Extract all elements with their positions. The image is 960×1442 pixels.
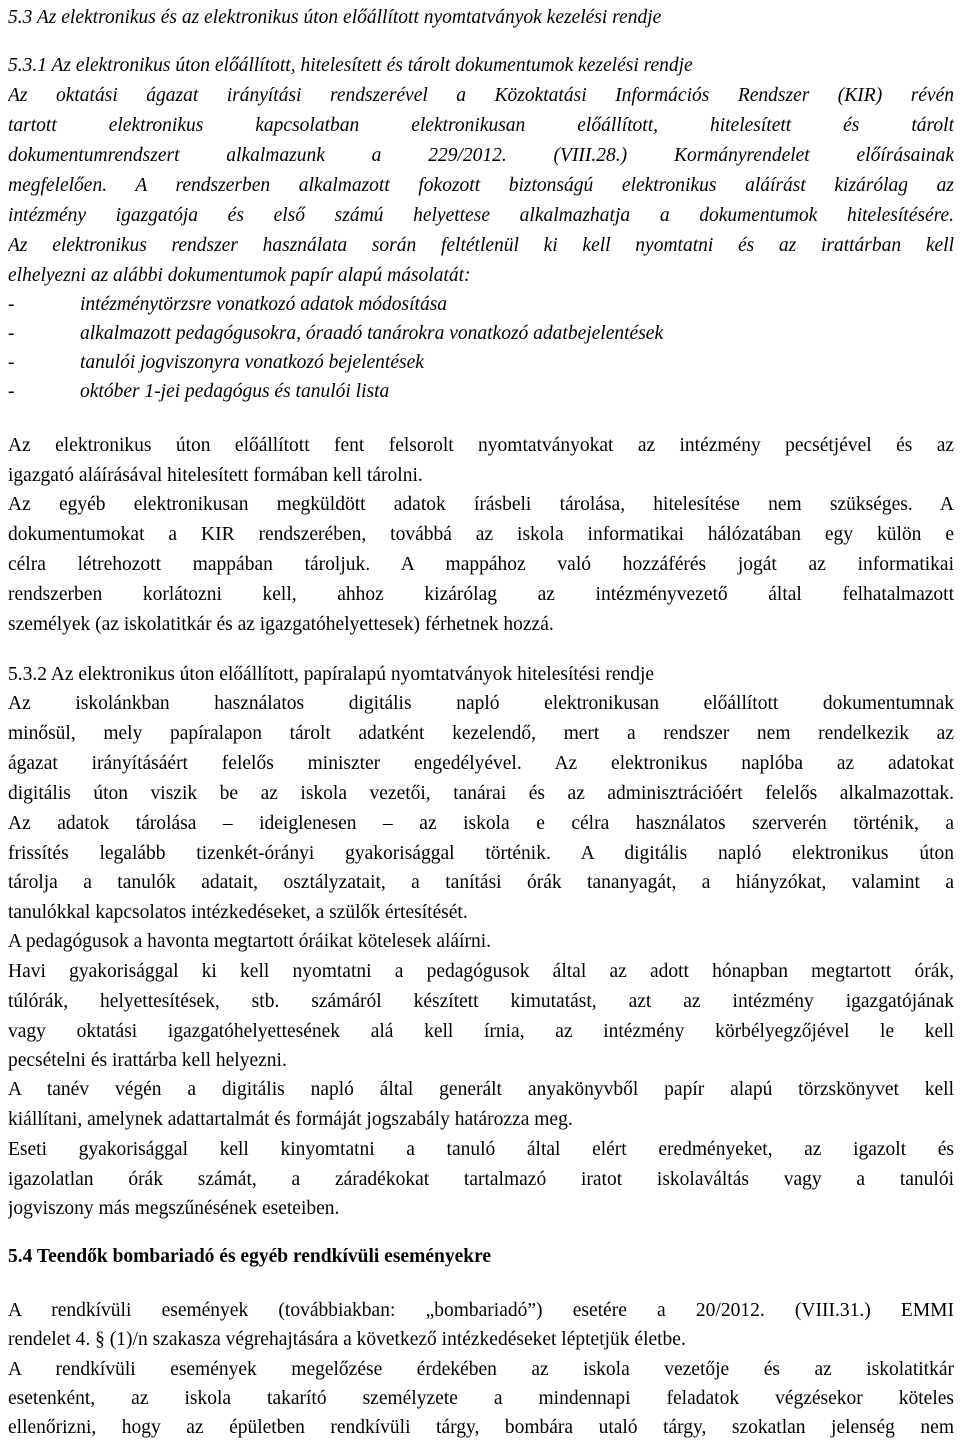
list-dash: - — [8, 294, 15, 315]
paragraph-line: rendelet 4. § (1)/n szakasza végrehajtására a következő intézkedéseket léptetjük életbe. — [8, 1329, 686, 1350]
paragraph-line: tartott elektronikus kapcsolatban elektronikusan előállított, hitelesített és tárolt — [8, 115, 954, 136]
paragraph-line: ellenőrizni, hogy az épületben rendkívüli tárgy, bombára utaló tárgy, szokatlan jelenség nem — [8, 1417, 954, 1438]
paragraph-line: célra létrehozott mappában tároljuk. A mappához való hozzáférés jogát az informatikai — [8, 554, 954, 575]
paragraph-line: A rendkívüli események (továbbiakban: „bombariadó”) esetére a 20/2012. (VIII.31.) EMMI — [8, 1300, 954, 1321]
list-item: - október 1-jei pedagógus és tanulói lista — [8, 377, 954, 406]
section-heading-5-3: 5.3 Az elektronikus és az elektronikus úton előállított nyomtatványok kezelési rendje — [8, 7, 662, 28]
paragraph-line: pecsételni és irattárba kell helyezni. — [8, 1050, 287, 1071]
list-item: - alkalmazott pedagógusokra, óraadó tanárokra vonatkozó adatbejelentések — [8, 319, 954, 348]
paragraph-line: dokumentumrendszert alkalmazunk a 229/2012. (VIII.28.) Kormányrendelet előírásainak — [8, 145, 954, 166]
paragraph-line: A tanév végén a digitális napló által generált anyakönyvből papír alapú törzskönyvet kell — [8, 1079, 954, 1100]
paragraph-line: elhelyezni az alábbi dokumentumok papír alapú másolatát: — [8, 265, 471, 286]
paragraph-line: minősül, mely papíralapon tárolt adatként kezelendő, mert a rendszer nem rendelkezik az — [8, 723, 954, 744]
paragraph-line: tárolja a tanulók adatait, osztályzatait, a tanítási órák tananyagát, a hiányzókat, valamint a — [8, 872, 954, 893]
paragraph-line: Az iskolánkban használatos digitális napló elektronikusan előállított dokumentumnak — [8, 693, 954, 714]
paragraph-line: ágazat irányításáért felelős miniszter engedélyével. Az elektronikus naplóba az adatokat — [8, 753, 954, 774]
subsection-heading-5-3-2: 5.3.2 Az elektronikus úton előállított, papíralapú nyomtatványok hitelesítési rendje — [8, 664, 655, 685]
list-dash: - — [8, 352, 15, 373]
subsection-heading-5-3-1: 5.3.1 Az elektronikus úton előállított, hitelesített és tárolt dokumentumok kezelési rendje — [8, 55, 693, 76]
paragraph-line: rendszerben korlátozni kell, ahhoz kizárólag az intézményvezető által felhatalmazott — [8, 584, 954, 605]
paragraph-line: frissítés legalább tizenkét-órányi gyakorisággal történik. A digitális napló elektronikus úton — [8, 843, 954, 864]
paragraph-line: esetenként, az iskola takarító személyzete a mindennapi feladatok végzésekor köteles — [8, 1388, 954, 1409]
paragraph-line: túlórák, helyettesítések, stb. számáról készített kimutatást, azt az intézmény igazgatójának — [8, 991, 954, 1012]
list-item: - intézménytörzsre vonatkozó adatok módosítása — [8, 290, 954, 319]
list-dash: - — [8, 323, 15, 344]
list-item: - tanulói jogviszonyra vonatkozó bejelentések — [8, 348, 954, 377]
paragraph-line: jogviszony más megszűnésének eseteiben. — [8, 1198, 340, 1219]
paragraph-line: személyek (az iskolatitkár és az igazgatóhelyettesek) férhetnek hozzá. — [8, 614, 554, 635]
paragraph-line: megfelelően. A rendszerben alkalmazott fokozott biztonságú elektronikus aláírást kizárólag az — [8, 175, 954, 196]
list-dash: - — [8, 381, 15, 402]
paragraph-line: kiállítani, amelynek adattartalmát és formáját jogszabály határozza meg. — [8, 1109, 573, 1130]
paragraph-line: tanulókkal kapcsolatos intézkedéseket, a szülők értesítését. — [8, 902, 468, 923]
paragraph-line: Eseti gyakorisággal kell kinyomtatni a tanuló által elért eredményeket, az igazolt és — [8, 1139, 954, 1160]
paragraph-line: Az adatok tárolása – ideiglenesen – az iskola e célra használatos szerverén történik, a — [8, 813, 954, 834]
paragraph-line: vagy oktatási igazgatóhelyettesének alá kell írnia, az intézmény körbélyegzőjével le kell — [8, 1021, 954, 1042]
paragraph-line: Az elektronikus rendszer használata során feltétlenül ki kell nyomtatni és az irattárban kell — [8, 235, 954, 256]
paragraph-line: Havi gyakorisággal ki kell nyomtatni a pedagógusok által az adott hónapban megtartott órák, — [8, 961, 954, 982]
paragraph-line: dokumentumokat a KIR rendszerében, továbbá az iskola informatikai hálózatában egy külön e — [8, 524, 954, 545]
paragraph-line: igazgató aláírásával hitelesített formában kell tárolni. — [8, 465, 423, 486]
paragraph-line: Az elektronikus úton előállított fent felsorolt nyomtatványokat az intézmény pecsétjével és az — [8, 435, 954, 456]
paragraph-line: igazolatlan órák számát, a záradékokat tartalmazó iratot iskolaváltás vagy a tanulói — [8, 1169, 954, 1190]
paragraph-line: Az egyéb elektronikusan megküldött adatok írásbeli tárolása, hitelesítése nem szükséges. A — [8, 494, 954, 515]
paragraph-line: A pedagógusok a havonta megtartott óráikat kötelesek aláírni. — [8, 931, 492, 952]
paragraph-line: A rendkívüli események megelőzése érdekében az iskola vezetője és az iskolatitkár — [8, 1359, 954, 1380]
section-heading-5-4: 5.4 Teendők bombariadó és egyéb rendkívüli eseményekre — [8, 1246, 492, 1267]
paragraph-line: intézmény igazgatója és első számú helyettese alkalmazhatja a dokumentumok hitelesítésére. — [8, 205, 954, 226]
paragraph-line: digitális úton viszik be az iskola vezetői, tanárai és az adminisztrációért felelős alkalmazottak. — [8, 783, 954, 804]
paragraph-line: Az oktatási ágazat irányítási rendszerével a Közoktatási Információs Rendszer (KIR) révén — [8, 85, 954, 106]
